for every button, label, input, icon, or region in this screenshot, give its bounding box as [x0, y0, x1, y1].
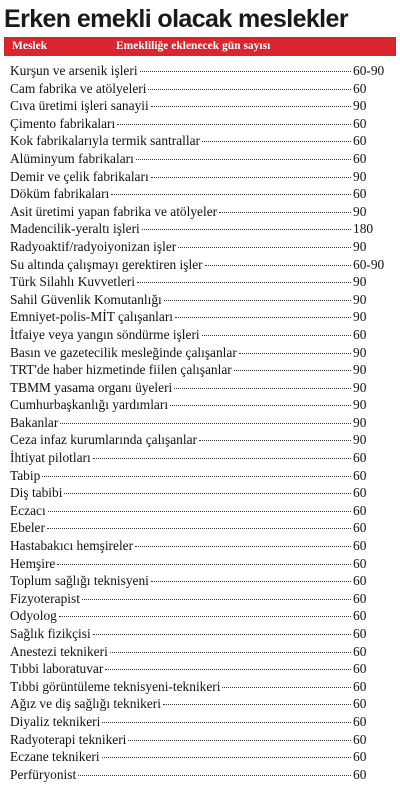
extra-days-value: 60: [353, 326, 367, 342]
table-row: [10, 361, 396, 379]
extra-days-value: 90: [353, 274, 367, 290]
extra-days-value: 60: [353, 186, 367, 202]
dot-leader: [48, 511, 351, 512]
profession-name: Diş tabibi: [10, 485, 63, 501]
profession-name: Bakanlar: [10, 414, 59, 430]
dot-leader: [202, 141, 351, 142]
profession-name: Döküm fabrikaları: [10, 186, 110, 202]
extra-days-value: 60: [353, 643, 367, 659]
table-row: [10, 467, 396, 485]
table-row: [10, 537, 396, 555]
table-row: [10, 291, 396, 309]
profession-name: Asit üretimi yapan fabrika ve atölyeler: [10, 203, 218, 219]
table-row: [10, 308, 396, 326]
dot-leader: [170, 405, 351, 406]
profession-name: Madencilik-yeraltı işleri: [10, 221, 140, 237]
table-row: [10, 519, 396, 537]
profession-name: Anestezi teknikeri: [10, 643, 108, 659]
dot-leader: [239, 353, 351, 354]
profession-name: Emniyet-polis-MİT çalışanları: [10, 309, 174, 325]
table-row: [10, 643, 396, 661]
table-row: [10, 713, 396, 731]
extra-days-value: 60: [353, 520, 367, 536]
table-row: [10, 731, 396, 749]
extra-days-value: 90: [353, 168, 367, 184]
profession-name: Tıbbi görüntüleme teknisyeni-teknikeri: [10, 678, 221, 694]
dot-leader: [140, 71, 351, 72]
dot-leader: [202, 335, 351, 336]
extra-days-value: 60: [353, 749, 367, 765]
extra-days-value: 90: [353, 379, 367, 395]
extra-days-value: 60: [353, 590, 367, 606]
extra-days-value: 60: [353, 766, 367, 782]
profession-name: Radyoaktif/radyoiyonizan işler: [10, 238, 177, 254]
dot-leader: [128, 740, 351, 741]
extra-days-value: 90: [353, 98, 367, 114]
dot-leader: [111, 194, 351, 195]
profession-name: İtfaiye veya yangın söndürme işleri: [10, 326, 200, 342]
dot-leader: [178, 247, 351, 248]
dot-leader: [57, 564, 351, 565]
dot-leader: [136, 159, 351, 160]
profession-name: Ağız ve diş sağlığı teknikeri: [10, 696, 161, 712]
table-row: [10, 555, 396, 573]
extra-days-value: 60: [353, 661, 367, 677]
profession-name: Alüminyum fabrikaları: [10, 150, 134, 166]
dot-leader: [102, 722, 351, 723]
table-row: [10, 396, 396, 414]
table-row: [10, 431, 396, 449]
dot-leader: [93, 634, 351, 635]
profession-name: Cumhurbaşkanlığı yardımları: [10, 397, 169, 413]
table-row: [10, 572, 396, 590]
profession-name: Tabip: [10, 467, 41, 483]
profession-name: Diyaliz teknikeri: [10, 713, 101, 729]
table-row: [10, 238, 396, 256]
extra-days-value: 60: [353, 80, 367, 96]
dot-leader: [234, 370, 351, 371]
profession-name: Ceza infaz kurumlarında çalışanlar: [10, 432, 198, 448]
table-row: [10, 62, 396, 80]
profession-name: Kurşun ve arsenik işleri: [10, 63, 138, 78]
profession-name: Hastabakıcı hemşireler: [10, 538, 134, 554]
profession-name: İhtiyat pilotları: [10, 450, 91, 466]
dot-leader: [117, 124, 351, 125]
dot-leader: [137, 282, 351, 283]
extra-days-value: 90: [353, 344, 367, 360]
dot-leader: [199, 440, 351, 441]
table-row: [10, 97, 396, 115]
profession-list: [10, 62, 396, 783]
profession-name: Basın ve gazetecilik mesleğinde çalışanlar: [10, 344, 237, 360]
dot-leader: [151, 106, 351, 107]
column-header-profession: Meslek: [12, 40, 48, 52]
dot-leader: [222, 687, 351, 688]
table-row: [10, 379, 396, 397]
profession-name: Odyolog: [10, 608, 57, 624]
extra-days-value: 60: [353, 538, 367, 554]
dot-leader: [219, 212, 351, 213]
profession-name: Hemşire: [10, 555, 56, 571]
extra-days-value: 60: [353, 133, 367, 149]
table-row: [10, 185, 396, 203]
extra-days-value: 60: [353, 696, 367, 712]
dot-leader: [105, 669, 351, 670]
profession-name: Türk Silahlı Kuvvetleri: [10, 274, 135, 290]
table-row: [10, 220, 396, 238]
column-header-days: Emekliliğe eklenecek gün sayısı: [116, 40, 271, 52]
dot-leader: [59, 616, 351, 617]
profession-name: Perfüryonist: [10, 766, 77, 782]
dot-leader: [163, 704, 351, 705]
extra-days-value: 180: [353, 221, 374, 237]
profession-name: Fizyoterapist: [10, 590, 80, 606]
extra-days-value: 60: [353, 573, 367, 589]
dot-leader: [78, 775, 351, 776]
profession-name: TBMM yasama organı üyeleri: [10, 379, 173, 395]
table-row: [10, 256, 396, 274]
table-row: [10, 502, 396, 520]
profession-name: Eczane teknikeri: [10, 749, 100, 765]
dot-leader: [148, 89, 351, 90]
dot-leader: [174, 388, 351, 389]
table-row: [10, 80, 396, 98]
profession-name: Cıva üretimi işleri sanayii: [10, 98, 149, 114]
extra-days-value: 60: [353, 450, 367, 466]
table-row: [10, 590, 396, 608]
extra-days-value: 90: [353, 203, 367, 219]
dot-leader: [64, 493, 351, 494]
table-row: [10, 748, 396, 766]
dot-leader: [93, 458, 351, 459]
dot-leader: [60, 423, 351, 424]
table-row: [10, 766, 396, 784]
table-row: [10, 414, 396, 432]
extra-days-value: 90: [353, 291, 367, 307]
profession-name: Eczacı: [10, 502, 46, 518]
table-row: [10, 150, 396, 168]
page-title: Erken emekli olacak meslekler: [4, 5, 348, 33]
dot-leader: [82, 599, 351, 600]
profession-name: Sağlık fizikçisi: [10, 626, 91, 641]
table-row: [10, 449, 396, 467]
extra-days-value: 60-90: [353, 256, 385, 272]
table-row: [10, 678, 396, 696]
profession-name: Çimento fabrikaları: [10, 115, 116, 131]
profession-name: TRT'de haber hizmetinde fiilen çalışanlar: [10, 362, 232, 378]
profession-name: Kok fabrikalarıyla termik santrallar: [10, 133, 200, 149]
dot-leader: [205, 265, 351, 266]
table-row: [10, 484, 396, 502]
extra-days-value: 60: [353, 731, 367, 747]
extra-days-value: 60: [353, 555, 367, 571]
dot-leader: [42, 476, 351, 477]
dot-leader: [151, 177, 351, 178]
table-row: [10, 607, 396, 625]
extra-days-value: 60: [353, 608, 367, 624]
profession-name: Demir ve çelik fabrikaları: [10, 168, 149, 184]
extra-days-value: 90: [353, 362, 367, 378]
extra-days-value: 60: [353, 115, 367, 131]
dot-leader: [151, 581, 351, 582]
profession-name: Ebeler: [10, 520, 45, 536]
dot-leader: [110, 652, 351, 653]
extra-days-value: 60-90: [353, 63, 385, 78]
table-row: [10, 203, 396, 221]
table-row: [10, 168, 396, 186]
extra-days-value: 90: [353, 432, 367, 448]
dot-leader: [175, 317, 351, 318]
table-row: [10, 344, 396, 362]
profession-name: Cam fabrika ve atölyeleri: [10, 80, 147, 96]
extra-days-value: 60: [353, 713, 367, 729]
table-header: [4, 37, 396, 56]
dot-leader: [142, 229, 351, 230]
dot-leader: [47, 528, 351, 529]
profession-name: Tıbbi laboratuvar: [10, 661, 104, 677]
extra-days-value: 60: [353, 485, 367, 501]
extra-days-value: 60: [353, 502, 367, 518]
profession-name: Radyoterapi teknikeri: [10, 731, 127, 747]
profession-name: Su altında çalışmayı gerektiren işler: [10, 256, 203, 272]
dot-leader: [135, 546, 351, 547]
extra-days-value: 90: [353, 397, 367, 413]
extra-days-value: 90: [353, 238, 367, 254]
extra-days-value: 90: [353, 414, 367, 430]
extra-days-value: 90: [353, 309, 367, 325]
table-row: [10, 695, 396, 713]
dot-leader: [164, 300, 351, 301]
profession-name: Sahil Güvenlik Komutanlığı: [10, 291, 162, 307]
extra-days-value: 60: [353, 626, 367, 641]
table-row: [10, 326, 396, 344]
extra-days-value: 60: [353, 150, 367, 166]
table-row: [10, 273, 396, 291]
extra-days-value: 60: [353, 678, 367, 694]
profession-name: Toplum sağlığı teknisyeni: [10, 573, 149, 589]
table-row: [10, 660, 396, 678]
table-row: [10, 115, 396, 133]
dot-leader: [102, 757, 351, 758]
table-row: [10, 625, 396, 643]
extra-days-value: 60: [353, 467, 367, 483]
table-row: [10, 132, 396, 150]
